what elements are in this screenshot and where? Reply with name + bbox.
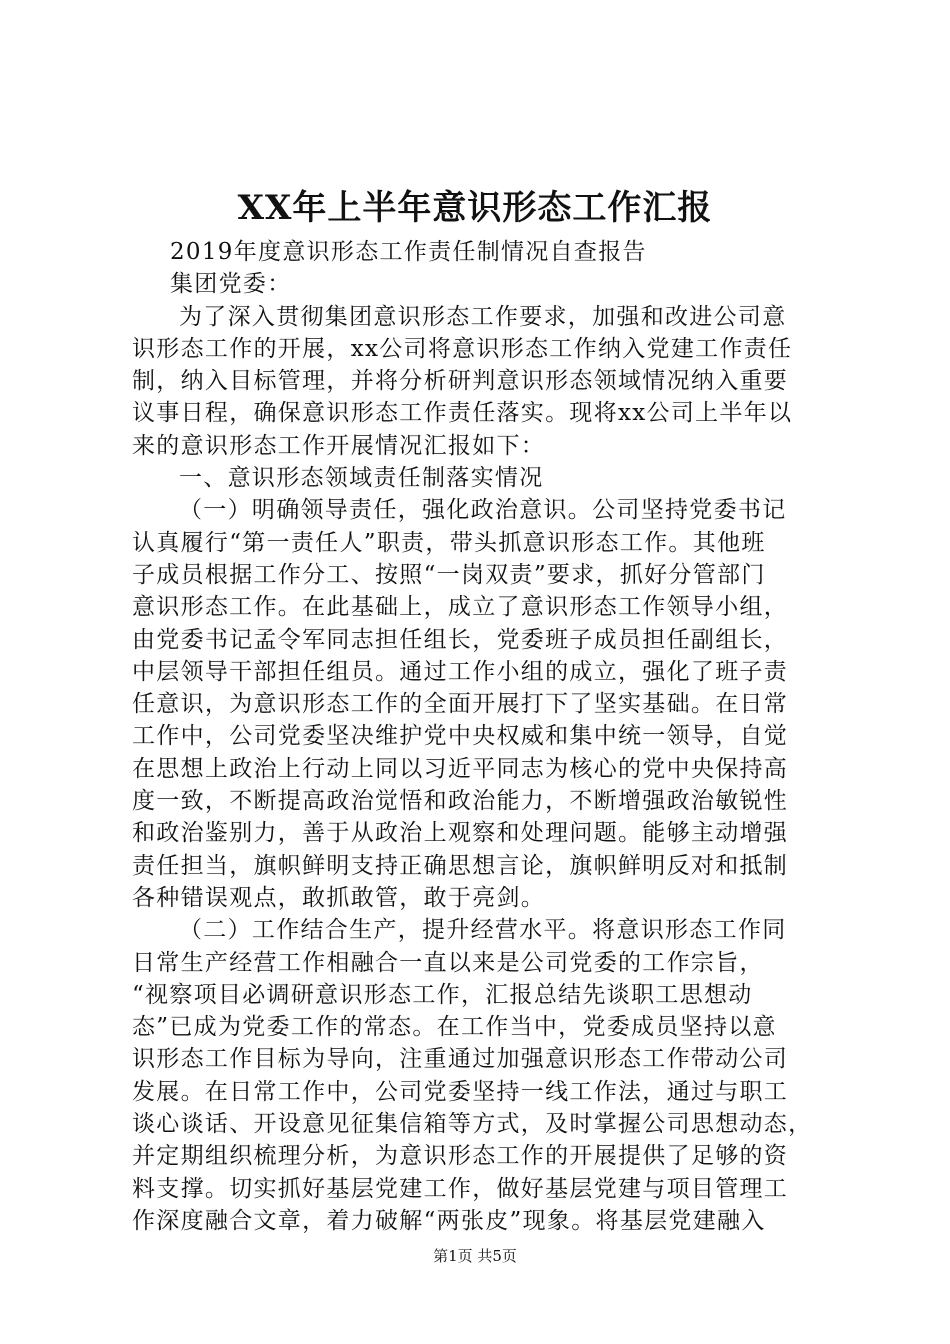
document-body [132, 236, 832, 1237]
paragraph-line: 发展。在日常工作中，公司党委坚持一线工作法，通过与职工 [132, 1078, 789, 1105]
paragraph-line: 在思想上政治上行动上同以习近平同志为核心的党中央保持高 [132, 755, 789, 782]
page-footer: 第1页 共5页 [433, 1247, 517, 1265]
paragraph-line: 子成员根据工作分工、按照“一岗双责”要求，抓好分管部门 [132, 561, 766, 588]
paragraph-line: 各种错误观点，敢抓敢管，敢于亮剑。 [132, 884, 546, 911]
paragraph-line: （一）明确领导责任，强化政治意识。公司坚持党委书记 [179, 497, 787, 524]
paragraph-line: 度一致，不断提高政治觉悟和政治能力，不断增强政治敏锐性 [132, 788, 789, 815]
paragraph-line: 中层领导干部担任组员。通过工作小组的成立，强化了班子责 [132, 658, 789, 685]
document-title: XX年上半年意识形态工作汇报 [237, 188, 713, 228]
paragraph-line: 识形态工作目标为导向，注重通过加强意识形态工作带动公司 [132, 1046, 789, 1073]
paragraph-line: 态”已成为党委工作的常态。在工作当中，党委成员坚持以意 [132, 1014, 777, 1041]
paragraph-line: 一、意识形态领域责任制落实情况 [179, 465, 544, 492]
paragraph-line: 制，纳入目标管理，并将分析研判意识形态领域情况纳入重要 [132, 368, 789, 395]
paragraph-line: 并定期组织梳理分析，为意识形态工作的开展提供了足够的资 [132, 1143, 789, 1170]
paragraph-line: 来的意识形态工作开展情况汇报如下： [132, 432, 546, 459]
paragraph-line: 意识形态工作。在此基础上，成立了意识形态工作领导小组， [132, 594, 789, 621]
paragraph-line: 日常生产经营工作相融合一直以来是公司党委的工作宗旨， [132, 949, 764, 976]
paragraph-line: 议事日程，确保意识形态工作责任落实。现将xx公司上半年以 [132, 400, 793, 427]
paragraph-line: 为了深入贯彻集团意识形态工作要求，加强和改进公司意 [179, 303, 787, 330]
paragraph-line: 认真履行“第一责任人”职责，带头抓意识形态工作。其他班 [132, 529, 766, 556]
paragraph-line: 识形态工作的开展，xx公司将意识形态工作纳入党建工作责任 [132, 335, 793, 362]
paragraph-line: 作深度融合文章，着力破解“两张皮”现象。将基层党建融入 [132, 1207, 766, 1234]
paragraph-line: 集团党委： [170, 271, 292, 298]
paragraph-line: 谈心谈话、开设意见征集信箱等方式，及时掌握公司思想动态， [132, 1111, 813, 1138]
paragraph-line: 2019年度意识形态工作责任制情况自查报告 [170, 239, 647, 265]
paragraph-line: 料支撑。切实抓好基层党建工作，做好基层党建与项目管理工 [132, 1175, 789, 1202]
paragraph-line: 工作中，公司党委坚决维护党中央权威和集中统一领导，自觉 [132, 723, 789, 750]
paragraph-line: 由党委书记孟令军同志担任组长，党委班子成员担任副组长， [132, 626, 789, 653]
paragraph-line: “视察项目必调研意识形态工作，汇报总结先谈职工思想动 [132, 981, 753, 1008]
paragraph-line: 和政治鉴别力，善于从政治上观察和处理问题。能够主动增强 [132, 820, 789, 847]
paragraph-line: （二）工作结合生产，提升经营水平。将意识形态工作同 [179, 917, 787, 944]
paragraph-line: 任意识，为意识形态工作的全面开展打下了坚实基础。在日常 [132, 691, 789, 718]
paragraph-line: 责任担当，旗帜鲜明支持正确思想言论，旗帜鲜明反对和抵制 [132, 852, 789, 879]
